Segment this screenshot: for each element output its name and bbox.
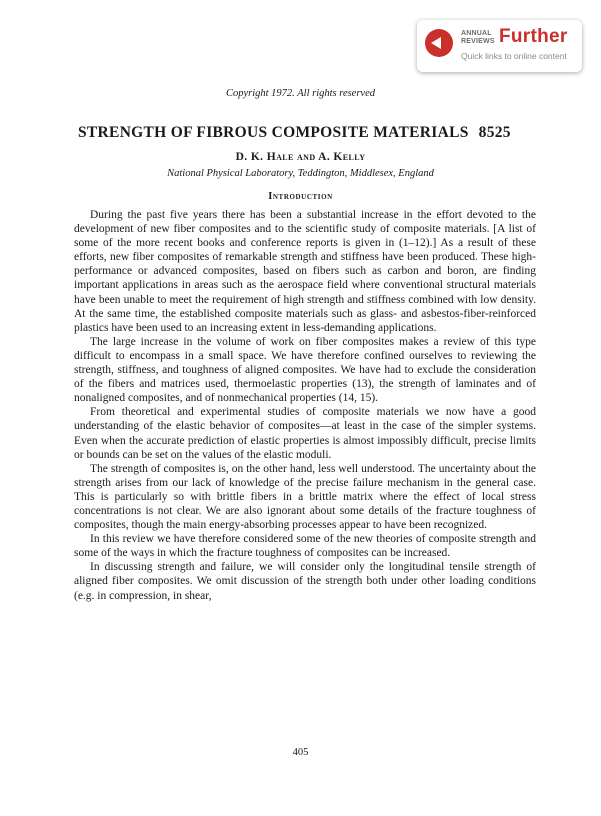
section-heading: Introduction	[268, 191, 333, 202]
article-authors: D. K. Hale and A. Kelly	[235, 151, 366, 163]
further-badge[interactable]	[417, 20, 582, 72]
paragraph: In this review we have therefore considered some of the new theories of composite strength and some of the ways in which the fracture toughness of composites can be increased.	[74, 533, 536, 560]
page-number: 405	[292, 747, 309, 758]
annual-reviews-logo-text: ANNUAL REVIEWS	[461, 30, 495, 45]
paragraph: From theoretical and experimental studies of composite materials we now have a good understanding of the elastic behavior of composites—at least in the case of the simpler systems. Even when the accurate prediction of elastic properties is almost impossibly difficult, precise limits or bounds can be set on the values of the elastic moduli.	[74, 406, 536, 461]
paragraph: In discussing strength and failure, we will consider only the longitudinal tensile strength of aligned fiber composites. We omit discussion of the strength both under other loading conditions (e.g. in compression, in shear,	[74, 561, 536, 602]
article-code: 8525	[478, 124, 511, 141]
paragraph: The large increase in the volume of work on fiber composites makes a review of this type difficult to encompass in a small space. We have therefore confined ourselves to reviewing the strength, stiffness, and toughness of aligned composites. We have had to exclude the consideration of the fibers and matrices used, thermoelastic properties (13), the strength of laminates and of nonaligned composites, and of nonmechanical properties (14, 15).	[74, 335, 536, 405]
paragraph: The strength of composites is, on the other hand, less well understood. The uncertainty about the strength arises from our lack of knowledge of the precise failure mechanism in the general case. This is particularly so with brittle fibers in a brittle matrix where the effect of local stress concentrations is not clear. We are also ignorant about some details of the fracture toughness of composites, though the main energy-absorbing processes appear to have been recognized.	[74, 462, 536, 532]
article-body	[74, 208, 536, 603]
paragraph: During the past five years there has been a substantial increase in the effort devoted to the development of new fiber composites and to the scientific study of composite materials. [A list of some of the more recent books and conference reports is given in (1–12).] As a result of these efforts, new fiber composites of remarkable strength and stiffness have been produced. These high-performance or advanced composites, based on fibers such as carbon and boron, are finding important applications in areas such as the aerospace field where conventional structural materials have been unable to meet the requirement of high strength and stiffness combined with low density. At the same time, the established composite materials such as glass- and asbestos-fiber-reinforced plastics have been used to an increasing extent in less-demanding applications.	[74, 209, 536, 334]
play-back-icon	[425, 29, 453, 57]
further-subtitle: Quick links to online content	[461, 51, 567, 61]
copyright-notice: Copyright 1972. All rights reserved	[225, 88, 376, 99]
article-affiliation: National Physical Laboratory, Teddington, Middlesex, England	[167, 168, 434, 179]
article-title-text: STRENGTH OF FIBROUS COMPOSITE MATERIALS	[78, 124, 469, 141]
article-title	[78, 124, 538, 142]
further-title: Further	[499, 26, 568, 47]
